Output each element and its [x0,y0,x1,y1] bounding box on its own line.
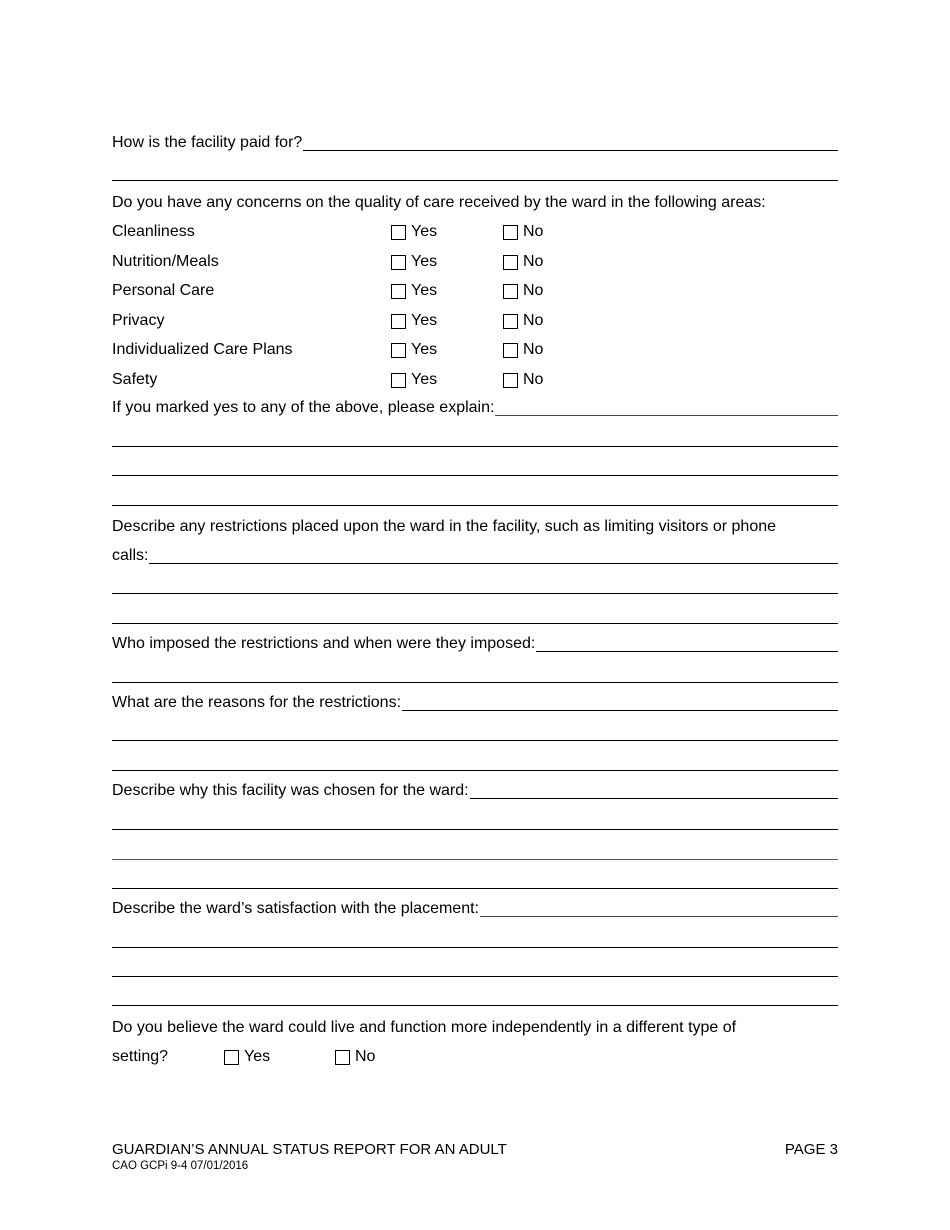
restrictions-field[interactable] [149,563,838,564]
explain-label: If you marked yes to any of the above, please explain: [112,399,495,416]
care-area-no-label: No [523,223,544,240]
independence-yes-option[interactable] [224,1046,270,1068]
facility-paid-line-2[interactable] [112,180,838,181]
care-area-yes-checkbox[interactable] [391,343,406,358]
why-chosen-line-4[interactable] [112,888,838,889]
care-area-no-label: No [523,282,544,299]
satisfaction-row [112,898,838,920]
satisfaction-line-3[interactable] [112,976,838,977]
facility-paid-row [112,132,838,154]
care-area-label: Personal Care [112,282,215,299]
why-chosen-line-2[interactable] [112,829,838,830]
care-area-no-option[interactable] [503,221,543,243]
satisfaction-line-2[interactable] [112,947,838,948]
facility-paid-field[interactable] [303,150,838,151]
care-area-no-option[interactable] [503,310,543,332]
independence-yes-label: Yes [244,1048,271,1065]
care-area-yes-option[interactable] [391,369,437,391]
care-area-no-checkbox[interactable] [503,314,518,329]
independence-no-label: No [355,1048,376,1065]
care-area-yes-label: Yes [411,371,438,388]
reasons-label: What are the reasons for the restrictions: [112,694,402,711]
care-area-no-option[interactable] [503,251,543,273]
why-chosen-label: Describe why this facility was chosen for the ward: [112,782,469,799]
care-area-yes-checkbox[interactable] [391,373,406,388]
footer-form-code: CAO GCPi 9-4 07/01/2016 [112,1160,249,1172]
explain-line-2[interactable] [112,446,838,447]
care-area-no-label: No [523,371,544,388]
independence-yes-checkbox[interactable] [224,1050,239,1065]
who-imposed-row [112,633,838,655]
care-area-no-label: No [523,253,544,270]
restrictions-label: calls: [112,547,149,564]
care-area-yes-label: Yes [411,253,438,270]
care-area-no-option[interactable] [503,339,543,361]
reasons-line-3[interactable] [112,770,838,771]
care-area-yes-option[interactable] [391,280,437,302]
care-area-yes-option[interactable] [391,310,437,332]
why-chosen-field[interactable] [470,798,838,799]
why-chosen-row [112,780,838,802]
explain-field[interactable] [495,415,838,416]
restrictions-row [112,545,838,567]
explain-line-4[interactable] [112,505,838,506]
footer-page-number: PAGE 3 [784,1141,838,1158]
care-area-no-option[interactable] [503,369,543,391]
restrictions-question: Describe any restrictions placed upon the ward in the facility, such as limiting visitors or phone [112,518,777,535]
care-area-label: Individualized Care Plans [112,341,293,358]
who-imposed-line-2[interactable] [112,682,838,683]
who-imposed-label: Who imposed the restrictions and when were they imposed: [112,635,536,652]
footer-form-title: GUARDIAN’S ANNUAL STATUS REPORT FOR AN ADULT [112,1141,507,1158]
care-area-yes-checkbox[interactable] [391,284,406,299]
care-area-no-checkbox[interactable] [503,225,518,240]
care-area-yes-option[interactable] [391,339,437,361]
care-area-label: Nutrition/Meals [112,253,219,270]
care-area-no-checkbox[interactable] [503,255,518,270]
independence-no-option[interactable] [335,1046,375,1068]
who-imposed-field[interactable] [536,651,838,652]
care-area-no-checkbox[interactable] [503,373,518,388]
reasons-row [112,692,838,714]
facility-paid-label: How is the facility paid for? [112,134,303,151]
satisfaction-label: Describe the ward’s satisfaction with the placement: [112,900,479,917]
explain-row [112,397,838,419]
care-area-yes-checkbox[interactable] [391,314,406,329]
care-area-no-checkbox[interactable] [503,343,518,358]
why-chosen-line-3[interactable] [112,859,838,860]
care-area-yes-label: Yes [411,282,438,299]
care-area-no-label: No [523,341,544,358]
independence-no-checkbox[interactable] [335,1050,350,1065]
independence-setting-label: setting? [112,1048,169,1065]
care-area-yes-label: Yes [411,341,438,358]
satisfaction-line-4[interactable] [112,1005,838,1006]
reasons-field[interactable] [402,710,838,711]
care-area-label: Privacy [112,312,165,329]
reasons-line-2[interactable] [112,740,838,741]
restrictions-line-2[interactable] [112,593,838,594]
explain-line-3[interactable] [112,475,838,476]
care-area-label: Cleanliness [112,223,195,240]
care-area-yes-option[interactable] [391,251,437,273]
satisfaction-field[interactable] [480,916,838,917]
restrictions-line-3[interactable] [112,623,838,624]
care-area-no-option[interactable] [503,280,543,302]
care-area-no-checkbox[interactable] [503,284,518,299]
care-area-yes-option[interactable] [391,221,437,243]
care-area-label: Safety [112,371,158,388]
independence-question: Do you believe the ward could live and function more independently in a different type of [112,1019,737,1036]
care-area-yes-label: Yes [411,223,438,240]
care-area-no-label: No [523,312,544,329]
care-concerns-question: Do you have any concerns on the quality of care received by the ward in the following areas: [112,194,766,211]
care-area-yes-label: Yes [411,312,438,329]
care-area-yes-checkbox[interactable] [391,255,406,270]
care-area-yes-checkbox[interactable] [391,225,406,240]
